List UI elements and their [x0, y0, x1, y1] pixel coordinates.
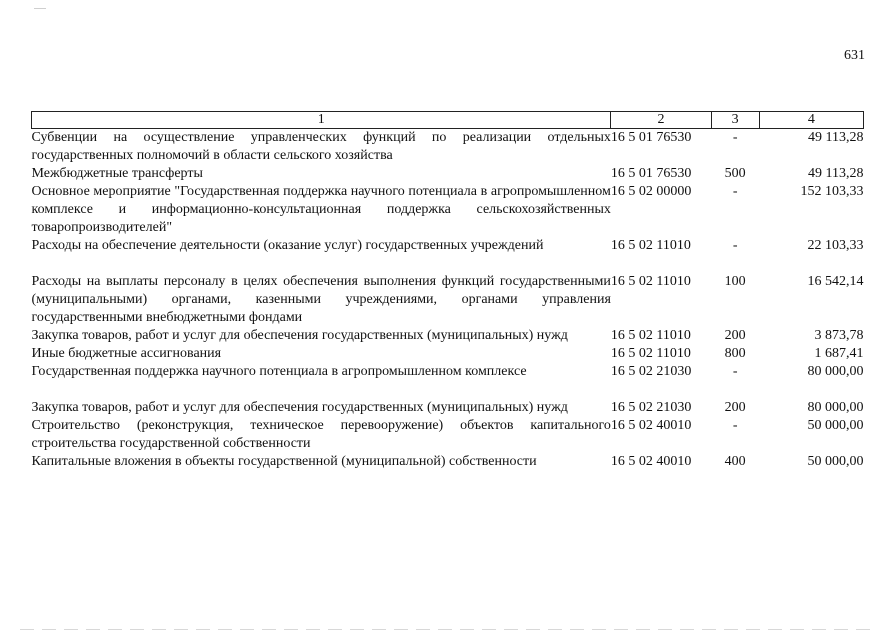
row-type: - [732, 130, 738, 145]
row-name: Расходы на выплаты персоналу в целях обеспечения выполнения функций государственными (муниципальными) органами, казенными учреждениями, органами управления государственными внебюджетными фондами [31, 274, 611, 325]
row-name: Закупка товаров, работ и услуг для обеспечения государственных (муниципальных) нужд [31, 400, 568, 415]
row-name: Капитальные вложения в объекты государственной (муниципальной) собственности [31, 454, 537, 469]
table-row [32, 237, 864, 273]
row-amount: 1 687,41 [814, 346, 864, 361]
row-code: 16 5 02 40010 [610, 418, 692, 433]
row-name: Основное мероприятие "Государственная поддержка научного потенциала в агропромышленном комплексе и информационно-консультационная поддержка сельскохозяйственных товаропроизводителей" [31, 184, 611, 235]
row-amount: 80 000,00 [807, 400, 864, 415]
row-amount: 49 113,28 [808, 166, 864, 181]
table-row [32, 345, 864, 363]
budget-table [31, 111, 864, 471]
table-row [32, 273, 864, 327]
table-row [32, 129, 864, 166]
table-row [32, 399, 864, 417]
row-name: Расходы на обеспечение деятельности (оказание услуг) государственных учреждений [31, 238, 544, 253]
row-amount: 50 000,00 [807, 454, 864, 469]
scan-artifact [34, 8, 46, 9]
table-row [32, 417, 864, 453]
row-code: 16 5 02 00000 [610, 184, 692, 199]
row-name: Закупка товаров, работ и услуг для обеспечения государственных (муниципальных) нужд [31, 328, 568, 343]
table-body [32, 129, 864, 472]
row-type: 500 [724, 166, 746, 181]
table-row [32, 363, 864, 399]
row-code: 16 5 02 11010 [610, 238, 691, 253]
row-type: 200 [724, 400, 746, 415]
row-amount: 80 000,00 [807, 364, 864, 379]
row-code: 16 5 02 11010 [610, 346, 691, 361]
header-col-3: 3 [711, 112, 759, 129]
row-code: 16 5 02 21030 [610, 400, 692, 415]
row-name: Межбюджетные трансферты [31, 166, 203, 181]
row-code: 16 5 02 40010 [610, 454, 692, 469]
header-col-2: 2 [611, 112, 711, 129]
row-amount: 16 542,14 [807, 274, 864, 289]
row-amount: 22 103,33 [807, 238, 864, 253]
row-amount: 3 873,78 [814, 328, 864, 343]
row-code: 16 5 01 76530 [610, 130, 692, 145]
table-row [32, 183, 864, 237]
table-row [32, 327, 864, 345]
row-type: - [732, 238, 738, 253]
row-type: - [732, 364, 738, 379]
row-code: 16 5 02 11010 [610, 328, 691, 343]
table-row [32, 453, 864, 471]
table-header [32, 112, 864, 129]
row-type: 800 [724, 346, 746, 361]
row-amount: 50 000,00 [807, 418, 864, 433]
row-code: 16 5 02 21030 [610, 364, 692, 379]
row-name: Государственная поддержка научного потенциала в агропромышленном комплексе [31, 364, 527, 379]
scan-edge-artifact [20, 629, 873, 630]
header-col-4: 4 [759, 112, 863, 129]
row-name: Строительство (реконструкция, техническое перевооружение) объектов капитального строительства государственной собственности [31, 418, 611, 451]
row-type: 200 [724, 328, 746, 343]
row-amount: 49 113,28 [808, 130, 864, 145]
row-type: 100 [724, 274, 746, 289]
header-row [32, 112, 864, 129]
row-name: Иные бюджетные ассигнования [31, 346, 222, 361]
row-type: - [732, 184, 738, 199]
table-row [32, 165, 864, 183]
page-number: 631 [844, 48, 865, 63]
row-type: 400 [724, 454, 746, 469]
row-code: 16 5 01 76530 [610, 166, 692, 181]
row-name: Субвенции на осуществление управленческих функций по реализации отдельных государственных полномочий в области сельского хозяйства [31, 130, 611, 163]
header-col-1: 1 [32, 112, 611, 129]
row-type: - [732, 418, 738, 433]
row-code: 16 5 02 11010 [610, 274, 691, 289]
row-amount: 152 103,33 [800, 184, 864, 199]
